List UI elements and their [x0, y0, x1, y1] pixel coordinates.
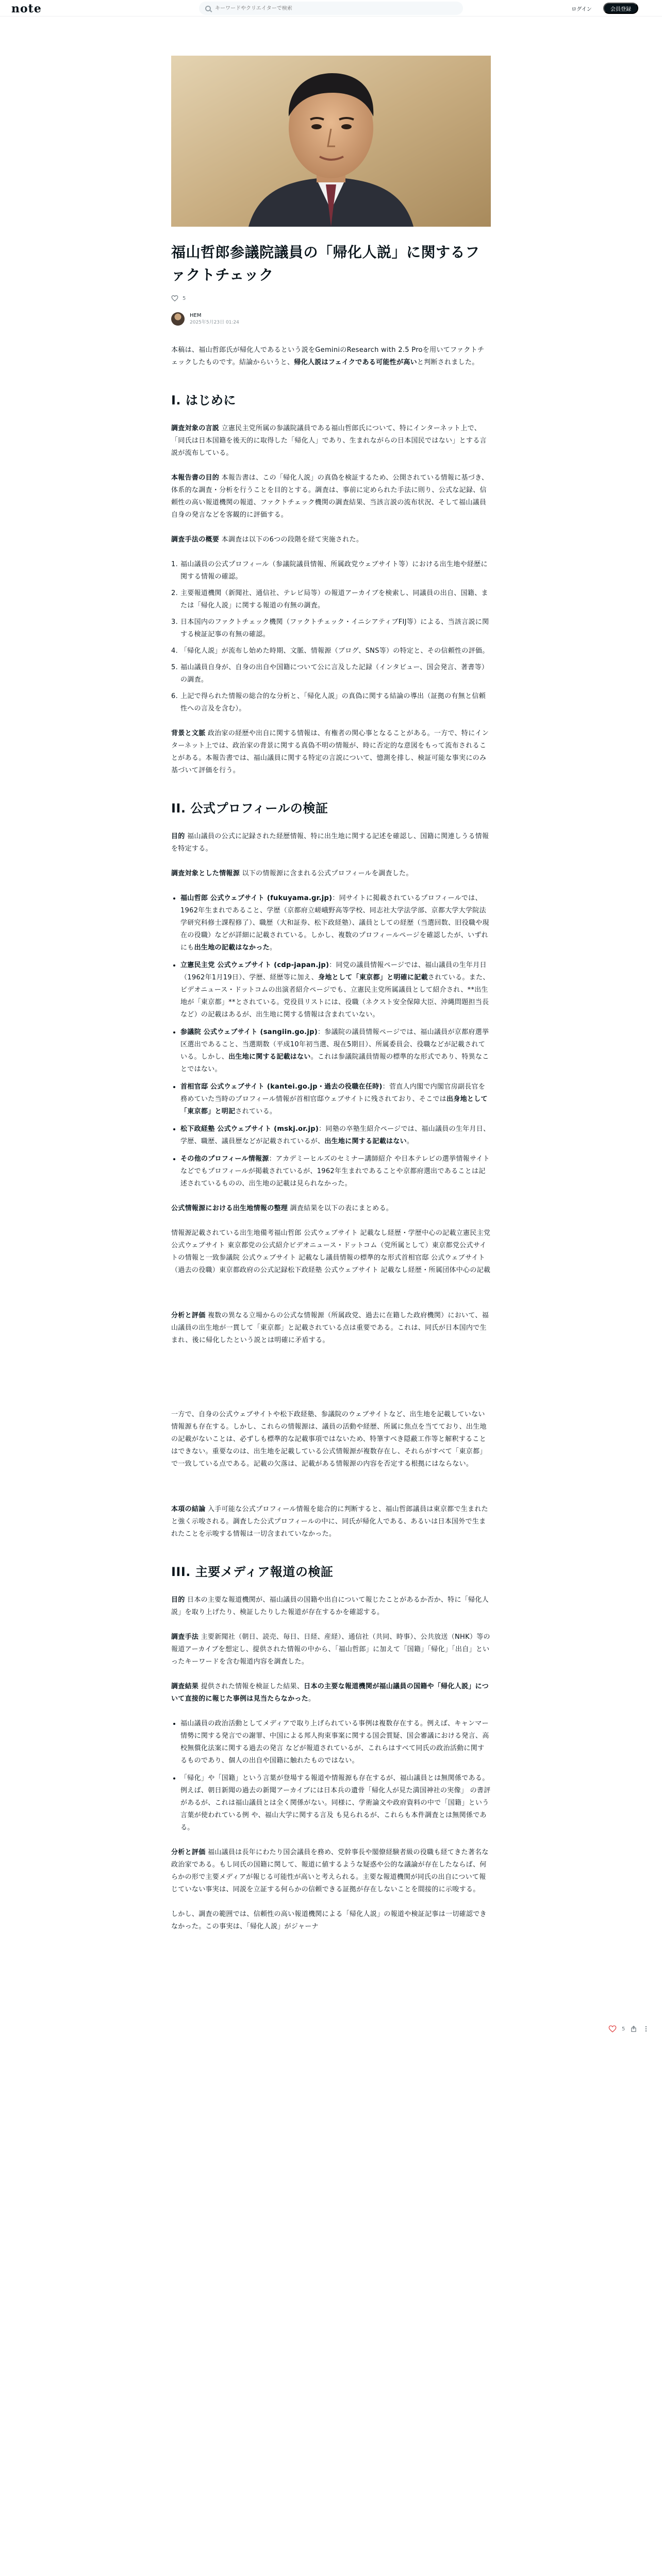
- s3-paragraph-analysis-2: しかし、調査の範囲では、信頼性の高い報道機関による「帰化人説」の報道や検証記事は一切確認できなかった。この事実は、「帰化人説」がジャーナ: [171, 1910, 487, 1930]
- section-heading-3: III. 主要メディア報道の検証: [171, 1565, 334, 1579]
- list-item: 2. 主要報道機関（新聞社、通信社、テレビ局等）の報道アーカイブを検索し、同議員の出自、国籍、または「帰化人説」に関する報道の有無の調査。: [171, 589, 488, 609]
- list-item: 松下政経塾 公式ウェブサイト (mskj.or.jp)：同塾の卒塾生紹介ページでは、福山議員の生年月日、学歴、職歴、議員歴などが記載されているが、出生地に関する記載はない。: [171, 1123, 491, 1148]
- s2-paragraph-analysis: 分析と評価 複数の異なる立場からの公式な情報源（所属政党、過去に在籍した政府機関）において、福山議員の出生地が一貫して「東京都」と記載されている点は重要である。これは、同氏が日本国内で生まれ、後に帰化したという説とは明確に矛盾する。: [171, 1312, 489, 1344]
- list-item: 3. 日本国内のファクトチェック機関（ファクトチェック・イニシアティブFIJ等）による、当該言説に関する検証記事の有無の確認。: [171, 618, 489, 638]
- list-item: 参議院 公式ウェブサイト (sangiin.go.jp)：参議院の議員情報ページでは、福山議員が京都府選挙区選出であること、当選期数（平成10年初当選、現在5期目）、所属委員会、役職などが記載されている。しかし、出生地に関する記載はない。これは参議院議員情報の標準的な形式であり、特異なことではない。: [171, 1026, 491, 1076]
- author-avatar[interactable]: [171, 312, 185, 326]
- list-item: 4. 「帰化人説」が流布し始めた時期、文脈、情報源（ブログ、SNS等）の特定と、その信頼性の評価。: [171, 647, 489, 655]
- search-icon: [205, 6, 211, 11]
- more-options-icon[interactable]: [642, 2025, 650, 2032]
- list-item: 福山議員の政治活動としてメディアで取り上げられている事例は複数存在する。例えば、キャンマー情勢に関する発言での謝罪、中国による邦人拘束事案に関する国会質疑、国会審議における発言、高校無償化法案に関する過去の発言 などが報道されているが、これらはすべて同氏の政治活動に関するものであり、個人の出自や国籍に触れたものではない。: [171, 1718, 491, 1767]
- s3-paragraph-purpose: 目的 日本の主要な報道機関が、福山議員の国籍や出自について報じたことがあるか否か、特に「帰化人説」を取り上げたり、検証したりした報道が存在するかを確認する。: [171, 1596, 489, 1616]
- s2-paragraph-conclusion: 本項の結論 入手可能な公式プロフィール情報を総合的に判断すると、福山哲郎議員は東京都で生まれたと強く示唆される。調査した公式プロフィールの中に、同氏が帰化人である、あるいは日本国外で生まれたことを示唆する情報は一切含まれていなかった。: [171, 1505, 488, 1538]
- signup-button[interactable]: 会員登録: [603, 3, 638, 14]
- s2-paragraph-purpose: 目的 福山議員の公式に記録された経歴情報、特に出生地に関する記述を確認し、国籍に関連しうる情報を特定する。: [171, 833, 489, 853]
- share-icon[interactable]: [630, 2025, 637, 2032]
- list-item: 首相官邸 公式ウェブサイト (kantei.go.jp・過去の役職在任時)：菅直人内閣で内閣官房副長官を務めていた当時のプロフィール情報が首相官邸ウェブサイトに残されており、そこでは出身地として「東京都」と明記されている。: [171, 1081, 491, 1118]
- like-row[interactable]: [171, 294, 491, 303]
- article-header-image: [171, 56, 491, 227]
- portrait-illustration: [171, 56, 491, 227]
- media-findings-list: [171, 1718, 491, 1834]
- floating-action-bar: [608, 2025, 650, 2033]
- article-title: 福山哲郎参議院議員の「帰化人説」に関するファクトチェック: [171, 244, 480, 283]
- author-block[interactable]: [171, 310, 491, 328]
- profile-sources-list: [171, 892, 491, 1190]
- s2-paragraph-analysis-2: 一方で、自身の公式ウェブサイトや松下政経塾、参議院のウェブサイトなど、出生地を記載していない情報源も存在する。しかし、これらの情報源は、議員の活動や経歴、所属に焦点を当てており、出生地の記載がないことは、必ずしも標準的な記載事項ではないため、特筆すべき隠蔽工作等と解釈することはできない。重要なのは、出生地を記載している公式情報源が複数存在し、それらがすべて「東京都」で一致している点である。記載の欠落は、記載がある情報源の内容を否定する根拠にはならない。: [171, 1411, 487, 1468]
- method-steps-list: [171, 558, 491, 715]
- intro-paragraph: 本稿は、福山哲郎氏が帰化人であるという説をGeminiのResearch with 2.5 Proを用いてファクトチェックしたものです。結論からいうと、帰化人説はフェイクである可能性が高いと判断されました。: [171, 346, 485, 366]
- s2-paragraph-sources: 調査対象とした情報源 以下の情報源に含まれる公式プロフィールを調査した。: [171, 870, 413, 877]
- s2-paragraph-summary: 公式情報源における出生地情報の整理 調査結果を以下の表にまとめる。: [171, 1205, 393, 1212]
- s3-paragraph-analysis: 分析と評価 福山議員は長年にわたり国会議員を務め、党幹事長や閣僚経験者級の役職も経てきた著名な政治家である。もし同氏の国籍に関して、報道に値するような疑惑や公的な議論が存在したならば、何らかの形で主要メディアが報じる可能性が高いと考えられる。主要な報道機関が同氏の出自について報じていない事実は、同説を立証する何らかの信頼できる証拠が存在しないことを間接的に示唆する。: [171, 1849, 489, 1893]
- search-input[interactable]: [215, 6, 442, 11]
- list-item: 立憲民主党 公式ウェブサイト (cdp-japan.jp)：同党の議員情報ページでは、福山議員の生年月日（1962年1月19日）、学歴、経歴等に加え、身地として「東京都」と明確に記載されている。また、ビデオニュース・ドットコムの出演者紹介ページでも、立憲民主党所属議員として紹介され、**出生地が「東京都」**とされている。党役員リストには、役職（ネクスト安全保障大臣、沖縄問題担当長など）の記載はあるが、出生地に関する情報は含まれていない。: [171, 959, 491, 1021]
- list-item: その他のプロフィール情報源：アカデミーヒルズのセミナー講師紹介 や日本テレビの選挙情報サイト などでもプロフィールが掲載されているが、1962年生まれであることや京都府選出であることは記述されているものの、出生地の記載は見られなかった。: [171, 1153, 491, 1190]
- author-name[interactable]: HEM: [190, 312, 202, 318]
- list-item: 「帰化」や「国籍」という言葉が登場する報道や情報源も存在するが、福山議員とは無関係である。例えば、朝日新聞の過去の新聞アーカイブには日本兵の遺骨「帰化人が見た満国神社の実像」 の書評があるが、これは福山議員とは全く関係がない。同様に、学術論文や政府資料の中で「国籍」という言葉が使われている例 や、福山大学に関する言及 も見られるが、これらも本件調査とは無関係である。: [171, 1772, 491, 1834]
- top-navigation-bar: [0, 0, 662, 16]
- list-item: 6. 上記で得られた情報の総合的な分析と、「帰化人説」の真偽に関する結論の導出（証拠の有無と信頼性への言及を含む）。: [171, 692, 486, 713]
- s2-table-text: 情報源記載されている出生地備考福山哲郎 公式ウェブサイト 記載なし経歴・学歴中心の記載立憲民主党 公式ウェブサイト 東京都党の公式紹介ビデオニュース・ドットコム（党所属として）東京都党公式サイトの情報と一致参議院 公式ウェブサイト 記載なし議員情報の標準的な形式首相官邸 公式ウェブサイト（過去の役職）東京都政府の公式記録松下政経塾 公式ウェブサイト 記載なし経歴・所属団体中心の記載: [171, 1229, 491, 1274]
- list-item: 5. 福山議員自身が、自身の出自や国籍について公に言及した記録（インタビュー、国会発言、著書等）の調査。: [171, 664, 489, 684]
- note-logo[interactable]: note: [11, 2, 42, 15]
- heart-icon[interactable]: [608, 2025, 617, 2033]
- heart-icon[interactable]: [171, 295, 178, 302]
- publish-date: 2025年5月23日 01:24: [190, 319, 239, 325]
- s1-paragraph-subject: 調査対象の言説 立憲民主党所属の参議院議員である福山哲郎氏について、特にインターネット上で、「同氏は日本国籍を後天的に取得した「帰化人」であり、生まれながらの日本国民ではない」とする言説が流布している。: [171, 425, 487, 457]
- section-heading-1: I. はじめに: [171, 393, 236, 408]
- search-box[interactable]: [199, 2, 463, 15]
- s3-paragraph-results: 調査結果 提供された情報を検証した結果、日本の主要な報道機関が福山議員の国籍や「帰化人説」について直接的に報じた事例は見当たらなかった。: [171, 1683, 489, 1703]
- s1-paragraph-method: 調査手法の概要 本調査は以下の6つの段階を経て実施された。: [171, 536, 363, 544]
- like-count: 5: [183, 295, 186, 301]
- list-item: 福山哲郎 公式ウェブサイト (fukuyama.gr.jp)：同サイトに掲載されているプロフィールでは、1962年生まれであること、学歴（京都府立嵯峨野高等学校、同志社大学法学部、京都大学大学院法学研究科修士課程修了）、職歴（大和証券、松下政経塾）、議員としての経歴（当選回数、旧役職や現在の役職）などが詳細に記載されている。しかし、複数のプロフィールページを確認したが、いずれにも出生地の記載はなかった。: [171, 892, 491, 954]
- section-heading-2: II. 公式プロフィールの検証: [171, 801, 328, 816]
- article-body: [171, 241, 491, 1933]
- s1-paragraph-purpose: 本報告書の目的 本報告書は、この「帰化人説」の真偽を検証するため、公開されている情報に基づき、体系的な調査・分析を行うことを目的とする。調査は、事前に定められた手法に則り、公式な記録、信頼性の高い報道機関の報道、ファクトチェック機関の調査結果、当該言説の流布状況、そして福山議員自身の発言などを客観的に評価する。: [171, 474, 489, 519]
- list-item: 1. 福山議員の公式プロフィール（参議院議員情報、所属政党ウェブサイト等）における出生地や経歴に関する情報の確認。: [171, 561, 488, 581]
- s3-paragraph-method: 調査手法 主要新聞社（朝日、読売、毎日、日経、産経）、通信社（共同、時事）、公共放送（NHK）等の報道アーカイブを想定し、提供された情報の中から、「福山哲郎」に加えて「国籍」「帰化」「出自」といったキーワードを含む報道内容を調査した。: [171, 1633, 490, 1666]
- float-like-count: 5: [622, 2026, 625, 2032]
- login-button[interactable]: ログイン: [565, 3, 598, 14]
- s1-paragraph-background: 背景と文脈 政治家の経歴や出自に関する情報は、有権者の関心事となることがある。一方で、特にインターネット上では、政治家の背景に関する真偽不明の情報が、時に否定的な意図をもって流布されることがある。本報告書では、福山議員に関する特定の言説について、憶測を排し、検証可能な事実にのみ基づいて評価を行う。: [171, 730, 489, 774]
